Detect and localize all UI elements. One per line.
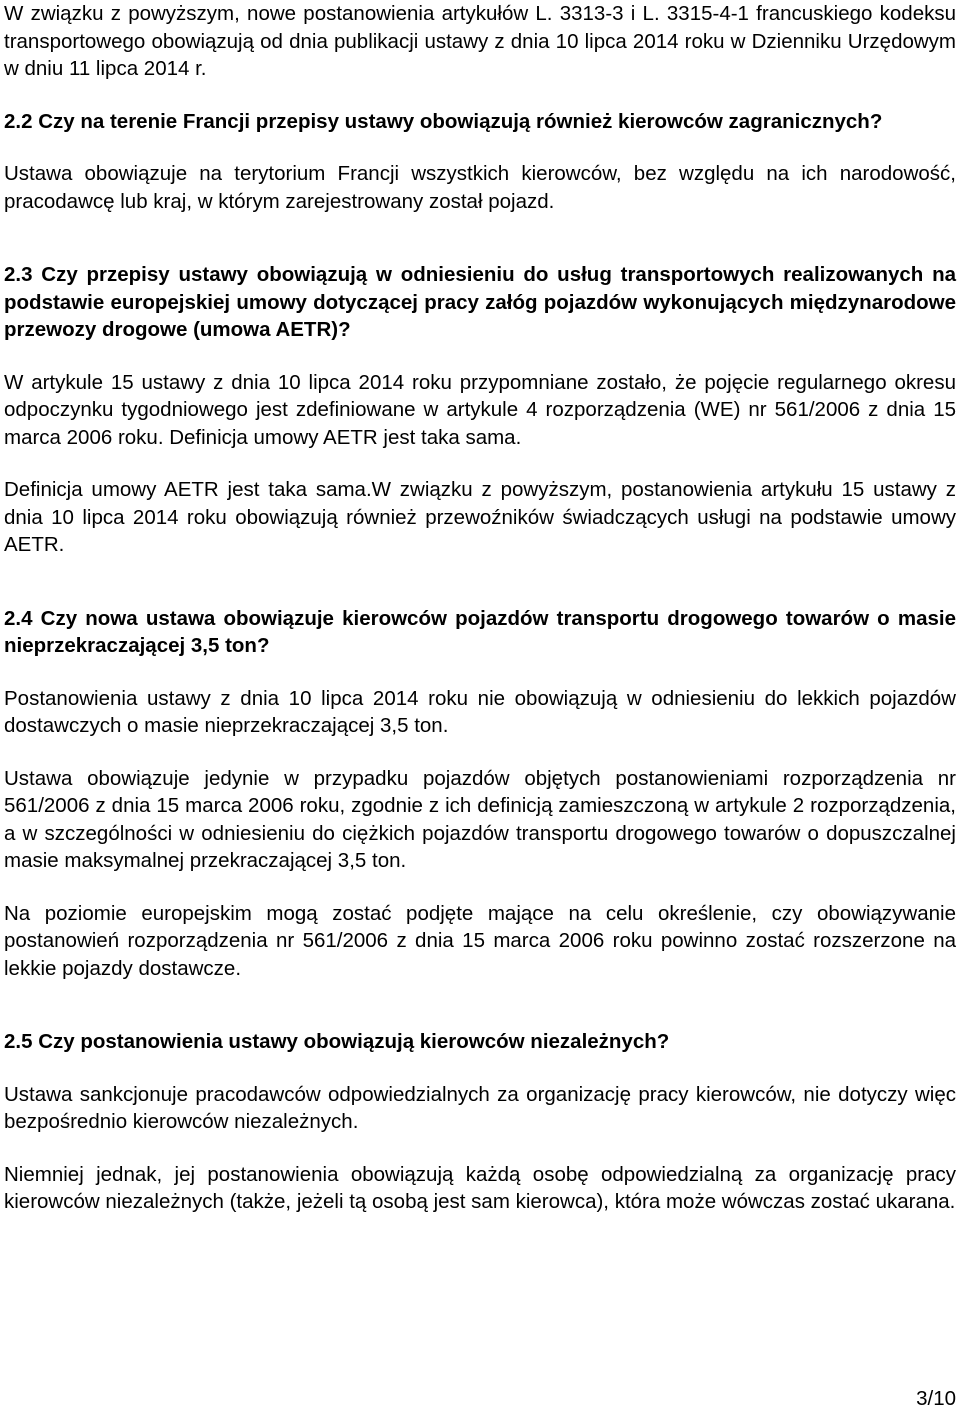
section-2-3-paragraph: Definicja umowy AETR jest taka sama.W związku z powyższym, postanowienia artykułu 15 ustawy z dnia 10 lipca 2014 roku obowiązują również przewoźników świadczących usługi na podstawie umowy AETR. xyxy=(4,478,956,556)
section-heading-2-4: 2.4 Czy nowa ustawa obowiązuje kierowców pojazdów transportu drogowego towarów o masie nieprzekraczającej 3,5 ton? xyxy=(4,606,956,657)
section-2-4-paragraph: Postanowienia ustawy z dnia 10 lipca 2014 roku nie obowiązują w odniesieniu do lekkich pojazdów dostawczych o masie nieprzekraczającej 3,5 ton. xyxy=(4,686,956,737)
section-2-2-paragraph: Ustawa obowiązuje na terytorium Francji wszystkich kierowców, bez względu na ich narodowość, pracodawcę lub kraj, w którym zarejestrowany został pojazd. xyxy=(4,162,956,213)
section-heading-2-5: 2.5 Czy postanowienia ustawy obowiązują kierowców niezależnych? xyxy=(4,1030,670,1053)
section-2-4-paragraph: Ustawa obowiązuje jedynie w przypadku pojazdów objętych postanowieniami rozporządzenia nr 561/2006 z dnia 15 marca 2006 roku, zgodnie z ich definicją zamieszczoną w artykule 2 rozporządzenia, a w szczególności w odniesieniu do ciężkich pojazdów transportu drogowego towarów o dopuszczalnej masie maksymalnej przekraczającej 3,5 ton. xyxy=(4,766,956,872)
section-2-3-paragraph: W artykule 15 ustawy z dnia 10 lipca 2014 roku przypomniane zostało, że pojęcie regularnego okresu odpoczynku tygodniowego jest zdefiniowane w artykule 4 rozporządzenia (WE) nr 561/2006 z dnia 15 marca 2006 roku. Definicja umowy AETR jest taka sama. xyxy=(4,370,956,449)
section-heading-2-2: 2.2 Czy na terenie Francji przepisy ustawy obowiązują również kierowców zagranicznych? xyxy=(4,109,883,133)
section-2-5-paragraph: Ustawa sankcjonuje pracodawców odpowiedzialnych za organizację pracy kierowców, nie dotyczy więc bezpośrednio kierowców niezależnych. xyxy=(4,1082,956,1133)
intro-paragraph: W związku z powyższym, nowe postanowienia artykułów L. 3313-3 i L. 3315-4-1 francuskiego kodeksu transportowego obowiązują od dnia publikacji ustawy z dnia 10 lipca 2014 roku w Dzienniku Urzędowym w dniu 11 lipca 2014 r. xyxy=(4,2,956,80)
section-2-4-paragraph: Na poziomie europejskim mogą zostać podjęte mające na celu określenie, czy obowiązywanie postanowień rozporządzenia nr 561/2006 z dnia 15 marca 2006 roku powinno zostać rozszerzone na lekkie pojazdy dostawcze. xyxy=(4,901,956,980)
section-heading-2-3: 2.3 Czy przepisy ustawy obowiązują w odniesieniu do usług transportowych realizowanych na podstawie europejskiej umowy dotyczącej pracy załóg pojazdów wykonujących międzynarodowe przewozy drogowe (umowa AETR)? xyxy=(4,263,956,341)
document-page xyxy=(4,0,956,1216)
section-2-5-paragraph: Niemniej jednak, jej postanowienia obowiązują każdą osobę odpowiedzialną za organizację pracy kierowców niezależnych (także, jeżeli tą osobą jest sam kierowca), która może wówczas zostać ukarana. xyxy=(4,1162,956,1213)
page-number: 3/10 xyxy=(916,1387,956,1410)
